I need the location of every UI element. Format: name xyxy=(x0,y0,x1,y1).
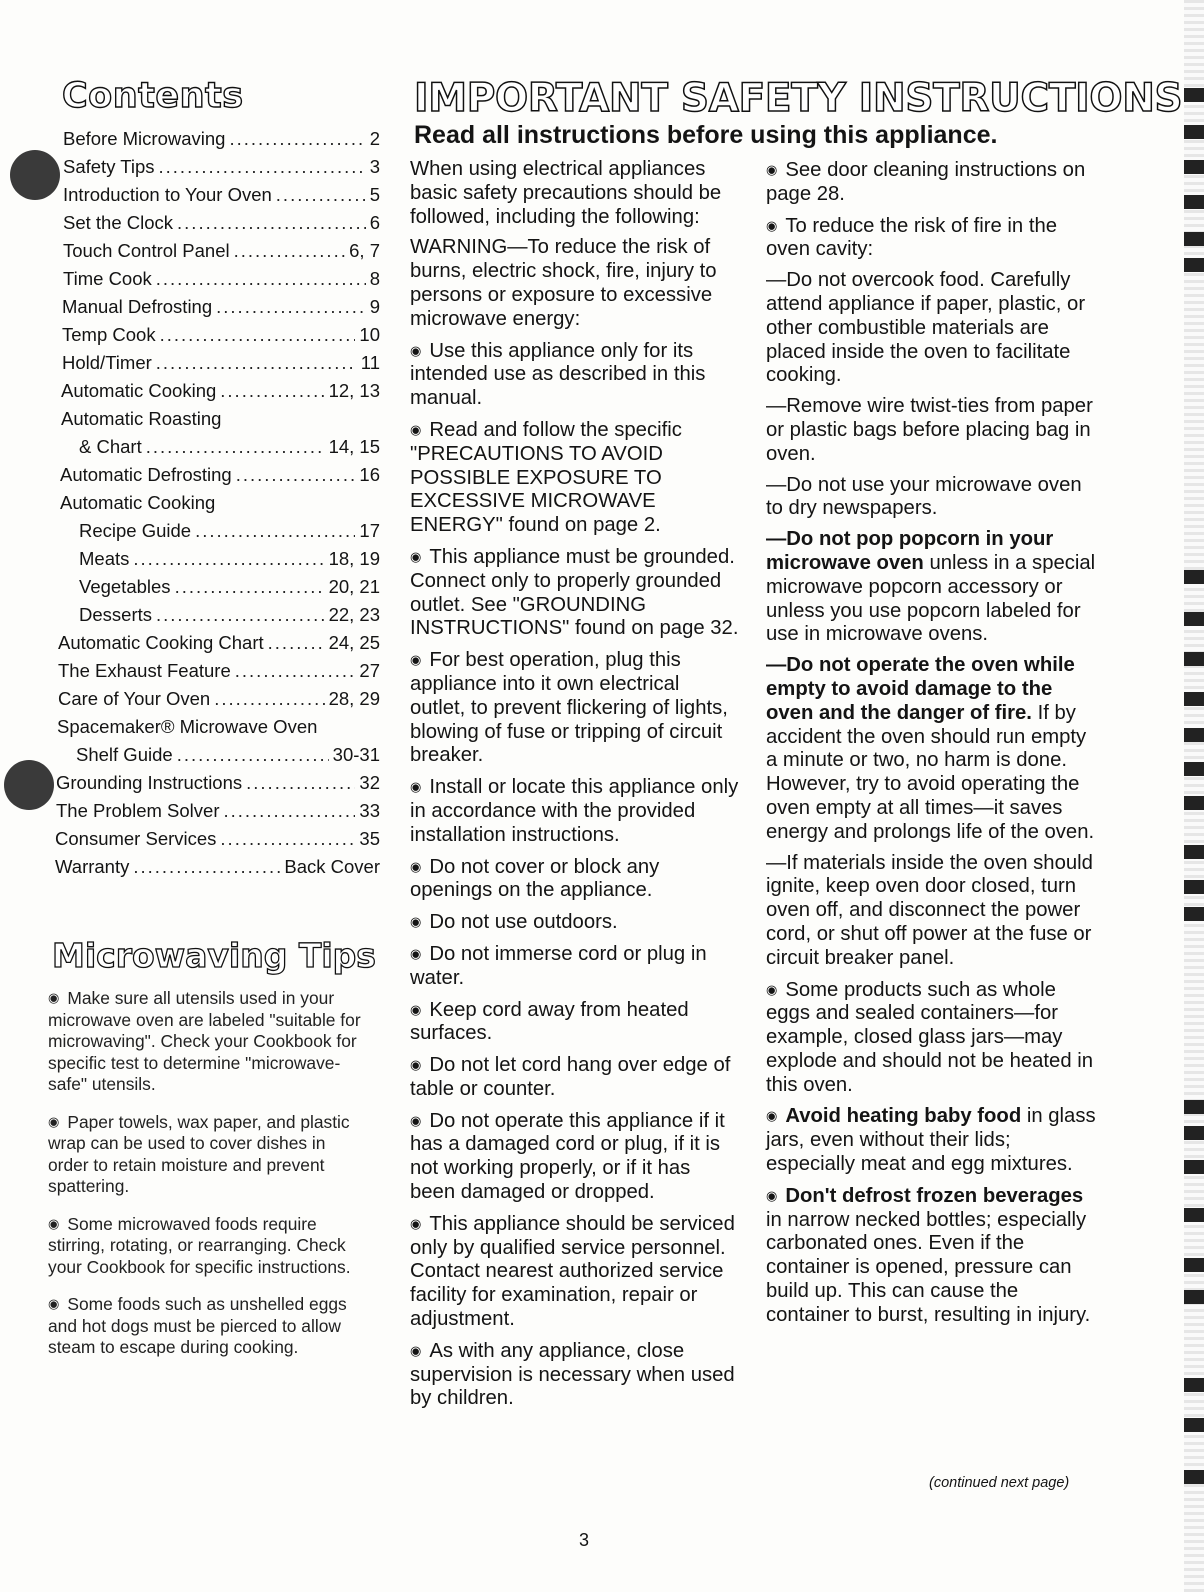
toc-entry[interactable]: Automatic Defrosting ..... 16 xyxy=(55,464,380,492)
bullet-icon: ◉ xyxy=(410,421,422,437)
edge-tab-icon xyxy=(1184,1258,1204,1272)
toc-entry[interactable]: Grounding Instructions ..... 32 xyxy=(55,772,380,800)
toc-entry[interactable]: Vegetables ..... 20, 21 xyxy=(55,576,380,604)
toc-entry[interactable]: Meats ..... 18, 19 xyxy=(55,548,380,576)
safety-item: ◉ Do not use outdoors. xyxy=(410,911,618,934)
edge-tab-icon xyxy=(1184,195,1204,209)
toc-entry[interactable]: Touch Control Panel ..... 6, 7 xyxy=(55,240,380,268)
toc-entry[interactable]: Shelf Guide ..... 30-31 xyxy=(55,744,380,772)
edge-tab-icon xyxy=(1184,1418,1204,1432)
safety-item: ◉ Don't defrost frozen beverages in narrow necked bottles; especially carbonated ones. Even if the container is opened, pressure can build up. This can cause the container to burst, resulting in injury. xyxy=(766,1184,1091,1326)
toc-entry[interactable]: Manual Defrosting ..... 9 xyxy=(55,296,380,324)
bullet-icon: ◉ xyxy=(766,981,778,997)
edge-tab-icon xyxy=(1184,1126,1204,1140)
toc-entry[interactable]: Automatic Cooking ..... 12, 13 xyxy=(55,380,380,408)
edge-tab-icon xyxy=(1184,88,1204,102)
bullet-icon: ◉ xyxy=(410,652,422,668)
toc-entry[interactable]: Recipe Guide ..... 17 xyxy=(55,520,380,548)
bullet-icon: ◉ xyxy=(410,779,422,795)
safety-item: ◉ Avoid heating baby food in glass jars, even without their lids; especially meat and egg mixtures. xyxy=(766,1105,1096,1176)
safety-item: ◉ Do not immerse cord or plug in water. xyxy=(410,942,707,989)
safety-item: ◉ Read and follow the specific "PRECAUTIONS TO AVOID POSSIBLE EXPOSURE TO EXCESSIVE MICROWAVE ENERGY" found on page 2. xyxy=(410,418,682,537)
bullet-icon: ◉ xyxy=(410,1112,422,1128)
bullet-icon: ◉ xyxy=(48,1113,60,1129)
toc-entry-heading: Automatic Roasting xyxy=(61,408,222,429)
toc-entry[interactable]: Set the Clock ..... 6 xyxy=(55,212,380,240)
bullet-icon: ◉ xyxy=(766,1108,778,1124)
safety-item: ◉ Install or locate this appliance only in accordance with the provided installation instructions. xyxy=(410,776,739,846)
edge-tab-icon xyxy=(1184,1290,1204,1304)
edge-tab-icon xyxy=(1184,1160,1204,1174)
edge-tab-icon xyxy=(1184,796,1204,810)
toc-entry[interactable]: The Exhaust Feature ..... 27 xyxy=(55,660,380,688)
bullet-icon: ◉ xyxy=(48,1215,60,1231)
toc-entry[interactable]: Introduction to Your Oven ..... 5 xyxy=(55,184,380,212)
safety-item: ◉ Use this appliance only for its intended use as described in this manual. xyxy=(410,339,706,410)
safety-item: ◉ To reduce the risk of fire in the oven cavity: xyxy=(766,214,1058,261)
edge-tab-icon xyxy=(1184,880,1204,894)
toc-entry[interactable]: Safety Tips ..... 3 xyxy=(55,156,380,184)
safety-column-left xyxy=(410,158,740,1418)
page-number: 3 xyxy=(579,1530,590,1550)
edge-tab-icon xyxy=(1184,762,1204,776)
page-subtitle: Read all instructions before using this appliance. xyxy=(414,121,998,149)
tip-item: ◉ Paper towels, wax paper, and plastic wrap can be used to cover dishes in order to retain moisture and prevent spattering. xyxy=(48,1111,350,1196)
fire-subitem: —Remove wire twist-ties from paper or plastic bags before placing bag in oven. xyxy=(766,395,1093,465)
edge-tab-icon xyxy=(1184,845,1204,859)
bullet-icon: ◉ xyxy=(410,1001,422,1017)
safety-item: ◉ For best operation, plug this appliance into it own electrical outlet, to prevent flickering of lights, blowing of fuse or tripping of circuit breaker. xyxy=(410,649,728,767)
safety-item: ◉ Do not cover or block any openings on the appliance. xyxy=(410,855,660,902)
fire-subitem: —Do not use your microwave oven to dry newspapers. xyxy=(766,473,1082,520)
edge-tab-icon xyxy=(1184,907,1204,921)
bullet-icon: ◉ xyxy=(410,1215,422,1231)
intro-text: When using electrical appliances basic safety precautions should be followed, including the following: xyxy=(410,158,722,228)
bullet-icon: ◉ xyxy=(410,914,422,930)
edge-tab-icon xyxy=(1184,1378,1204,1392)
toc-entry-heading: Spacemaker® Microwave Oven xyxy=(57,716,318,737)
toc-entry[interactable]: Temp Cook ..... 10 xyxy=(55,324,380,352)
warning-text: WARNING—To reduce the risk of burns, electric shock, fire, injury to persons or exposure to excessive microwave energy: xyxy=(410,236,717,330)
fire-subitem: —Do not pop popcorn in your microwave oven unless in a special microwave popcorn accessory or unless you use popcorn labeled for use in microwave ovens. xyxy=(766,528,1096,646)
toc-entry[interactable]: Time Cook ..... 8 xyxy=(55,268,380,296)
safety-item: ◉ Some products such as whole eggs and sealed containers—for example, closed glass jars—may explode and should not be heated in this oven. xyxy=(766,978,1094,1096)
tip-item: ◉ Some microwaved foods require stirring, rotating, or rearranging. Check your Cookbook for specific instructions. xyxy=(48,1213,351,1277)
toc-entry[interactable]: Care of Your Oven ..... 28, 29 xyxy=(55,688,380,716)
edge-tab-icon xyxy=(1184,570,1204,584)
bullet-icon: ◉ xyxy=(410,1342,422,1358)
contents-title: Contents xyxy=(62,76,244,116)
bullet-icon: ◉ xyxy=(48,1296,60,1311)
toc-entry-heading: Automatic Cooking xyxy=(60,492,216,513)
toc-entry[interactable]: Automatic Cooking Chart ..... 24, 25 xyxy=(55,632,380,660)
bullet-icon: ◉ xyxy=(766,1187,778,1203)
safety-item: ◉ As with any appliance, close supervision is necessary when used by children. xyxy=(410,1339,735,1410)
safety-item: ◉ This appliance must be grounded. Connect only to properly grounded outlet. See "GROUNDING INSTRUCTIONS" found on page 32. xyxy=(410,545,739,640)
safety-item: ◉ Keep cord away from heated surfaces. xyxy=(410,998,689,1045)
safety-item: ◉ See door cleaning instructions on page 28. xyxy=(766,159,1086,205)
bullet-icon: ◉ xyxy=(410,1057,422,1073)
tip-item: ◉ Some foods such as unshelled eggs and hot dogs must be pierced to allow steam to escape during cooking. xyxy=(48,1294,347,1357)
bullet-icon: ◉ xyxy=(766,217,778,233)
bullet-icon: ◉ xyxy=(410,945,422,961)
toc-entry[interactable]: Hold/Timer ..... 11 xyxy=(55,352,380,380)
edge-tab-icon xyxy=(1184,652,1204,666)
safety-column-right xyxy=(766,158,1096,1335)
tip-item: ◉ Make sure all utensils used in your microwave oven are labeled "suitable for microwaving". Check your Cookbook for specific test to determine "microwave-safe" utensils. xyxy=(48,988,361,1094)
bullet-icon: ◉ xyxy=(410,858,422,874)
toc-entry[interactable]: Before Microwaving ..... 2 xyxy=(55,128,380,156)
continued-note: (continued next page) xyxy=(929,1475,1070,1491)
edge-tab-icon xyxy=(1184,612,1204,626)
edge-tab-icon xyxy=(1184,1470,1204,1484)
edge-tab-icon xyxy=(1184,1100,1204,1114)
edge-tab-icon xyxy=(1184,692,1204,706)
edge-tab-icon xyxy=(1184,1208,1204,1222)
edge-tab-icon xyxy=(1184,160,1204,174)
fire-subitem: —Do not overcook food. Carefully attend appliance if paper, plastic, or other combustible materials are placed inside the oven to facilitate cooking. xyxy=(766,269,1086,387)
bullet-icon: ◉ xyxy=(766,162,778,177)
edge-tab-icon xyxy=(1184,232,1204,246)
table-of-contents xyxy=(55,128,380,884)
safety-item: ◉ Do not let cord hang over edge of table or counter. xyxy=(410,1054,731,1100)
section-tab-icon xyxy=(4,760,54,810)
edge-tab-icon xyxy=(1184,258,1204,272)
edge-tab-icon xyxy=(1184,728,1204,742)
section-tab-icon xyxy=(10,150,60,200)
page-title: IMPORTANT SAFETY INSTRUCTIONS xyxy=(414,76,1183,121)
safety-item: ◉ This appliance should be serviced only by qualified service personnel. Contact nearest authorized service facility for examination, repair or adjustment. xyxy=(410,1212,735,1331)
bullet-icon: ◉ xyxy=(410,548,422,564)
safety-item: ◉ Do not operate this appliance if it has a damaged cord or plug, if it is not working properly, or if it has been damaged or dropped. xyxy=(410,1109,725,1204)
bullet-icon: ◉ xyxy=(48,990,60,1005)
toc-entry[interactable]: Desserts ..... 22, 23 xyxy=(55,604,380,632)
fire-subitem: —Do not operate the oven while empty to avoid damage to the oven and the danger of fire. If by accident the oven should run empty a minute or two, no harm is done. However, try to avoid operating the oven empty at all times—it saves energy and prolongs life of the oven. xyxy=(766,654,1095,843)
fire-subitem: —If materials inside the oven should ignite, keep oven door closed, turn oven off, and disconnect the power cord, or shut off power at the fuse or circuit breaker panel. xyxy=(766,851,1093,969)
tips-list xyxy=(48,987,366,1374)
toc-entry[interactable]: Warranty ..... Back Cover xyxy=(55,856,380,884)
tips-title: Microwaving Tips xyxy=(52,936,376,975)
toc-entry[interactable]: Consumer Services ..... 35 xyxy=(55,828,380,856)
toc-entry[interactable]: The Problem Solver ..... 33 xyxy=(55,800,380,828)
toc-entry[interactable]: & Chart ..... 14, 15 xyxy=(55,436,380,464)
bullet-icon: ◉ xyxy=(410,342,422,358)
edge-tab-icon xyxy=(1184,125,1204,139)
